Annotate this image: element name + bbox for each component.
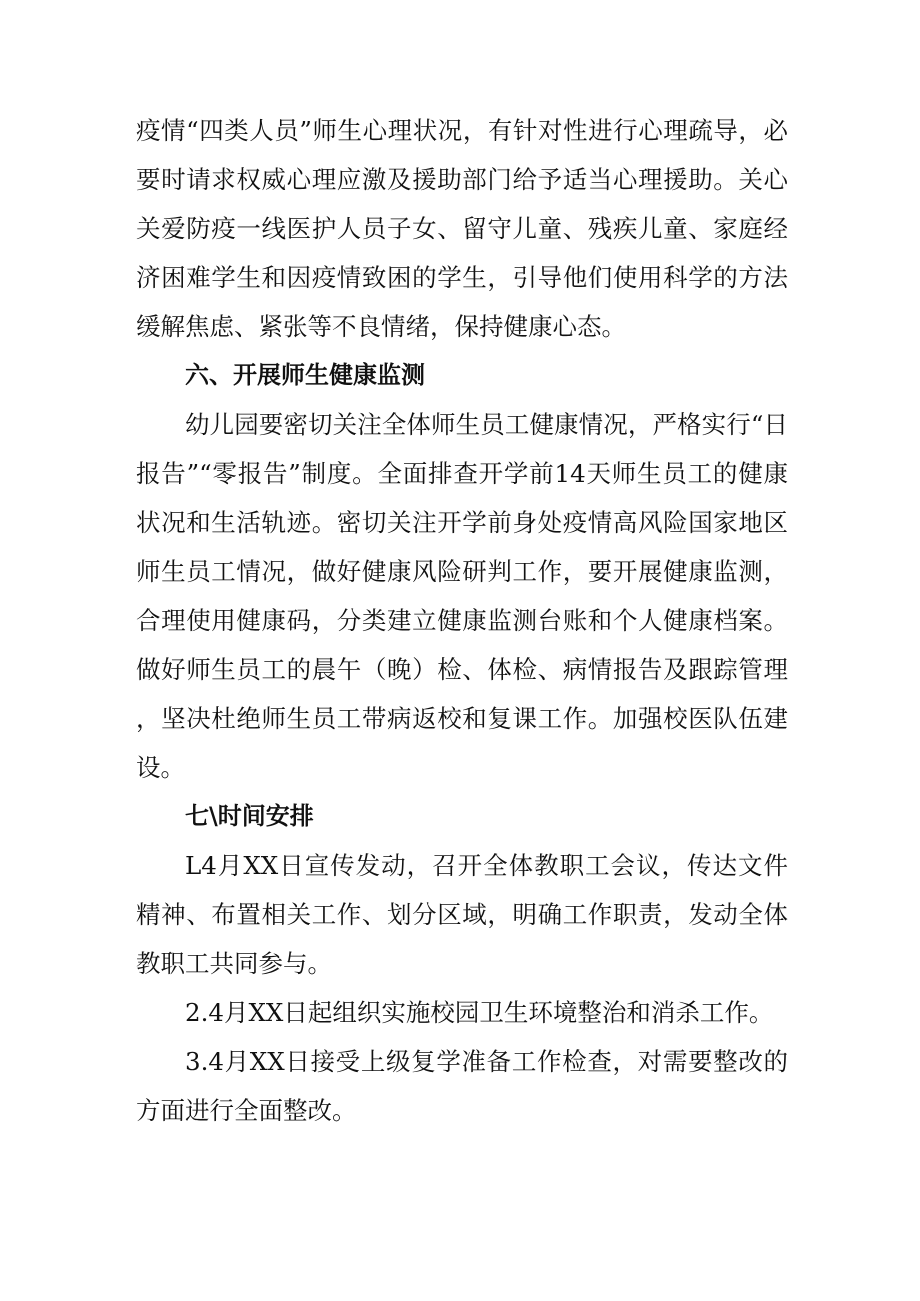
section-heading-health-monitoring: 六、开展师生健康监测: [185, 361, 425, 389]
section-heading-schedule: 七\时间安排: [185, 802, 314, 830]
document-body: [136, 106, 788, 1135]
paragraph-schedule-item-1: L4月XX日宣传发动，召开全体教职工会议，传达文件精神、布置相关工作、划分区域，明确工作职责，发动全体教职工共同参与。: [136, 851, 788, 978]
paragraph-schedule-item-2: 2.4月XX日起组织实施校园卫生环境整治和消杀工作。: [185, 998, 774, 1027]
paragraph-psychological-care: 疫情“四类人员”师生心理状况，有针对性进行心理疏导，必要时请求权威心理应激及援助部门给予适当心理援助。关心关爱防疫一线医护人员子女、留守儿童、残疾儿童、家庭经济困难学生和因疫情致困的学生，引导他们使用科学的方法缓解焦虑、紧张等不良情绪，保持健康心态。: [136, 116, 788, 341]
paragraph-schedule-item-3: 3.4月XX日接受上级复学准备工作检查，对需要整改的方面进行全面整改。: [136, 1047, 788, 1125]
paragraph-health-monitoring: 幼儿园要密切关注全体师生员工健康情况，严格实行“日报告”“零报告”制度。全面排查开学前14天师生员工的健康状况和生活轨迹。密切关注开学前身处疫情高风险国家地区师生员工情况，做好健康风险研判工作，要开展健康监测，合理使用健康码，分类建立健康监测台账和个人健康档案。做好师生员工的晨午（晚）检、体检、病情报告及跟踪管理，坚决杜绝师生员工带病返校和复课工作。加强校医队伍建设。: [136, 410, 788, 782]
